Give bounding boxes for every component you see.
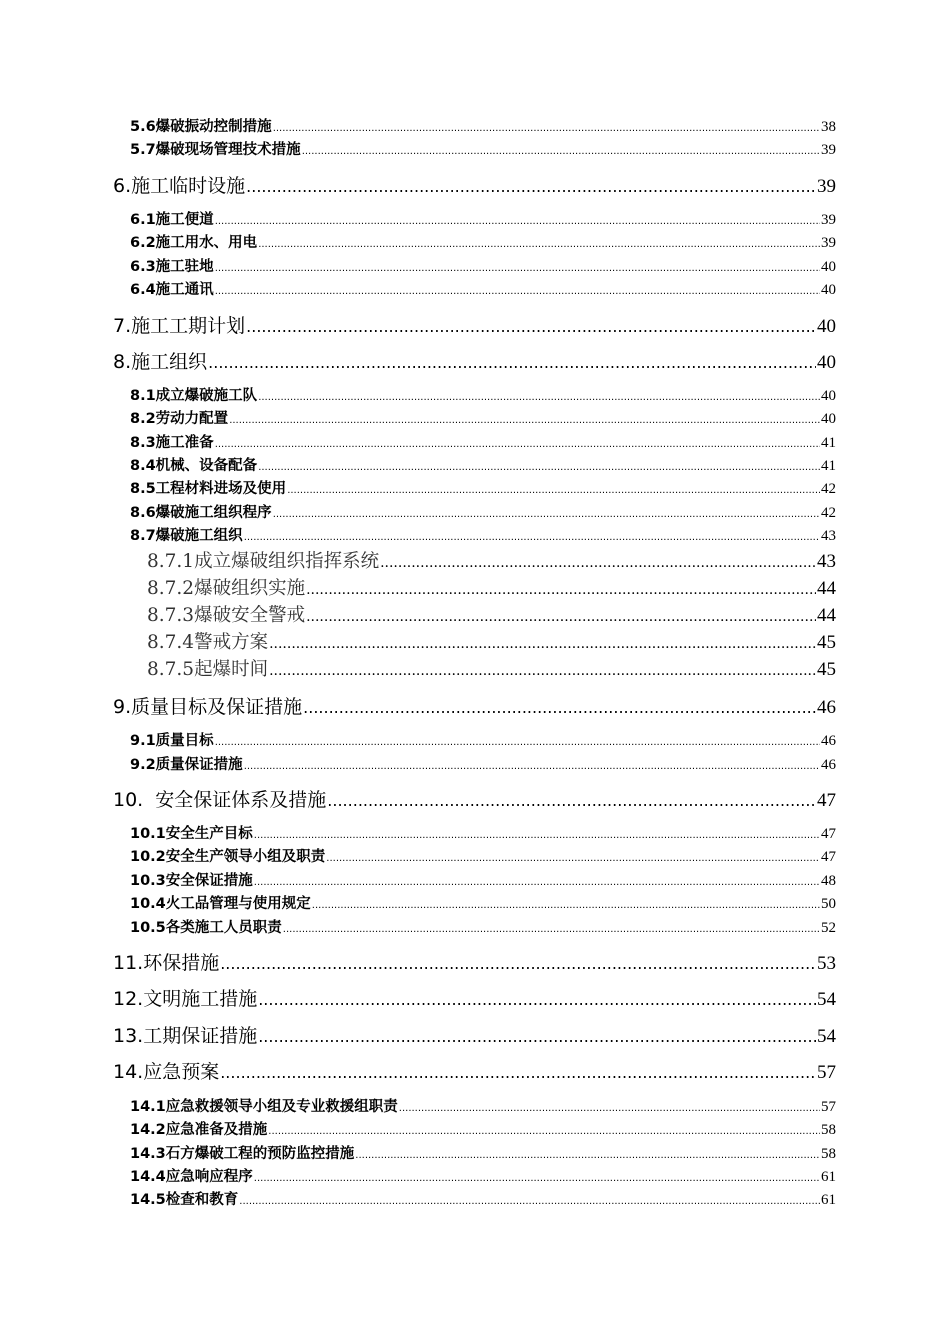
dot-leader xyxy=(269,633,816,655)
toc-entry[interactable] xyxy=(130,387,836,405)
dot-leader xyxy=(283,921,820,939)
toc-entry[interactable] xyxy=(130,234,836,252)
dot-leader xyxy=(220,952,816,976)
dot-leader xyxy=(246,315,816,339)
toc-entry-page: 45 xyxy=(817,632,836,653)
toc-entry[interactable] xyxy=(130,1098,836,1116)
toc-entry-title: 12.文明施工措施 xyxy=(113,988,258,1010)
toc-entry-page: 43 xyxy=(821,528,836,544)
dot-leader xyxy=(303,696,816,720)
toc-entry-title: 6.施工临时设施 xyxy=(113,175,246,197)
toc-entry-title: 8.7.5起爆时间 xyxy=(147,659,269,680)
toc-entry[interactable] xyxy=(130,848,836,866)
dot-leader xyxy=(220,1061,816,1085)
toc-entry-page: 43 xyxy=(817,551,836,572)
dot-leader xyxy=(244,758,820,776)
toc-entry[interactable] xyxy=(147,605,836,627)
toc-entry-title: 14.5检查和教育 xyxy=(130,1192,239,1208)
dot-leader xyxy=(312,897,820,915)
dot-leader xyxy=(287,482,820,500)
toc-entry[interactable] xyxy=(130,118,836,136)
toc-entry-page: 57 xyxy=(817,1062,836,1083)
toc-entry-page: 39 xyxy=(821,212,836,228)
toc-entry-title: 9.1质量目标 xyxy=(130,733,214,749)
toc-entry-page: 47 xyxy=(817,790,836,811)
toc-entry-title: 8.7.1成立爆破组织指挥系统 xyxy=(147,551,380,572)
toc-entry[interactable] xyxy=(113,695,836,719)
toc-entry[interactable] xyxy=(113,174,836,198)
toc-entry[interactable] xyxy=(113,987,836,1011)
toc-entry-title: 14.应急预案 xyxy=(113,1061,220,1083)
toc-entry-page: 46 xyxy=(821,757,836,773)
toc-entry[interactable] xyxy=(130,919,836,937)
toc-entry[interactable] xyxy=(130,410,836,428)
toc-entry[interactable] xyxy=(130,211,836,229)
toc-entry[interactable] xyxy=(147,659,836,681)
dot-leader xyxy=(355,1147,820,1165)
toc-entry[interactable] xyxy=(147,551,836,573)
dot-leader xyxy=(258,236,820,254)
toc-entry[interactable] xyxy=(113,314,836,338)
toc-entry-title: 9.2质量保证措施 xyxy=(130,757,243,773)
toc-entry-title: 6.1施工便道 xyxy=(130,212,214,228)
toc-entry[interactable] xyxy=(130,1145,836,1163)
toc-entry-title: 14.4应急响应程序 xyxy=(130,1169,253,1185)
toc-entry-title: 5.7爆破现场管理技术措施 xyxy=(130,142,301,158)
toc-entry[interactable] xyxy=(130,732,836,750)
toc-entry-page: 40 xyxy=(817,316,836,337)
toc-entry-title: 10.1安全生产目标 xyxy=(130,826,253,842)
dot-leader xyxy=(326,850,820,868)
dot-leader xyxy=(302,143,820,161)
toc-entry-page: 42 xyxy=(821,505,836,521)
dot-leader xyxy=(273,120,820,138)
toc-entry-title: 9.质量目标及保证措施 xyxy=(113,696,303,718)
toc-entry-page: 46 xyxy=(821,733,836,749)
toc-entry-page: 42 xyxy=(821,481,836,497)
toc-entry[interactable] xyxy=(130,872,836,890)
dot-leader xyxy=(208,351,816,375)
toc-entry-title: 8.2劳动力配置 xyxy=(130,411,229,427)
toc-entry-title: 8.6爆破施工组织程序 xyxy=(130,505,272,521)
toc-entry[interactable] xyxy=(130,141,836,159)
toc-entry[interactable] xyxy=(113,1024,836,1048)
toc-entry[interactable] xyxy=(130,434,836,452)
dot-leader xyxy=(254,874,820,892)
dot-leader xyxy=(239,1193,820,1211)
dot-leader xyxy=(258,389,820,407)
toc-entry-page: 39 xyxy=(821,235,836,251)
toc-entry-title: 10.2安全生产领导小组及职责 xyxy=(130,849,326,865)
dot-leader xyxy=(215,260,820,278)
toc-entry-page: 54 xyxy=(817,989,836,1010)
toc-entry-page: 38 xyxy=(821,119,836,135)
toc-entry-page: 40 xyxy=(821,259,836,275)
toc-entry[interactable] xyxy=(130,1121,836,1139)
toc-entry-title: 6.3施工驻地 xyxy=(130,259,214,275)
toc-entry-title: 10.4火工品管理与使用规定 xyxy=(130,896,311,912)
dot-leader xyxy=(380,552,816,574)
toc-entry[interactable] xyxy=(113,1060,836,1084)
toc-entry[interactable] xyxy=(130,480,836,498)
toc-entry-page: 61 xyxy=(821,1192,836,1208)
toc-entry-title: 11.环保措施 xyxy=(113,952,220,974)
toc-entry[interactable] xyxy=(147,578,836,600)
toc-entry-title: 8.7.3爆破安全警戒 xyxy=(147,605,306,626)
toc-entry-page: 40 xyxy=(817,352,836,373)
dot-leader xyxy=(246,175,816,199)
dot-leader xyxy=(254,1170,820,1188)
toc-entry[interactable] xyxy=(130,457,836,475)
toc-entry-page: 40 xyxy=(821,388,836,404)
toc-entry[interactable] xyxy=(130,527,836,545)
dot-leader xyxy=(269,660,816,682)
dot-leader xyxy=(215,734,820,752)
toc-entry-title: 10.5各类施工人员职责 xyxy=(130,920,282,936)
dot-leader xyxy=(229,412,820,430)
toc-entry-page: 58 xyxy=(821,1146,836,1162)
dot-leader xyxy=(244,529,820,547)
toc-entry-page: 41 xyxy=(821,458,836,474)
toc-entry-page: 44 xyxy=(817,578,836,599)
toc-entry[interactable] xyxy=(130,281,836,299)
toc-entry-title: 8.7.4警戒方案 xyxy=(147,632,269,653)
dot-leader xyxy=(215,283,820,301)
toc-entry-page: 61 xyxy=(821,1169,836,1185)
toc-entry-page: 50 xyxy=(821,896,836,912)
toc-entry[interactable] xyxy=(130,895,836,913)
toc-entry-title: 8.3施工准备 xyxy=(130,435,214,451)
toc-entry-title: 8.施工组织 xyxy=(113,351,208,373)
dot-leader xyxy=(215,436,820,454)
toc-entry-title: 13.工期保证措施 xyxy=(113,1025,258,1047)
toc-entry[interactable] xyxy=(130,825,836,843)
toc-entry-page: 44 xyxy=(817,605,836,626)
toc-entry-page: 45 xyxy=(817,659,836,680)
dot-leader xyxy=(306,606,816,628)
toc-entry-page: 41 xyxy=(821,435,836,451)
toc-entry-page: 52 xyxy=(821,920,836,936)
toc-entry[interactable] xyxy=(130,1191,836,1209)
toc-entry-page: 53 xyxy=(817,953,836,974)
toc-entry-title: 6.4施工通讯 xyxy=(130,282,214,298)
toc-entry[interactable] xyxy=(147,632,836,654)
toc-entry-page: 39 xyxy=(821,142,836,158)
toc-entry-title: 8.4机械、设备配备 xyxy=(130,458,258,474)
toc-entry-title: 14.1应急救援领导小组及专业救援组职责 xyxy=(130,1099,398,1115)
toc-entry-title: 10.3安全保证措施 xyxy=(130,873,253,889)
toc-entry-page: 47 xyxy=(821,826,836,842)
toc-entry-page: 39 xyxy=(817,176,836,197)
toc-entry-title: 8.5工程材料进场及使用 xyxy=(130,481,287,497)
toc-entry-page: 58 xyxy=(821,1122,836,1138)
toc-entry[interactable] xyxy=(113,951,836,975)
toc-entry-title: 7.施工工期计划 xyxy=(113,315,246,337)
toc-entry-page: 48 xyxy=(821,873,836,889)
toc-entry-title: 14.3石方爆破工程的预防监控措施 xyxy=(130,1146,355,1162)
toc-entry-title: 8.7爆破施工组织 xyxy=(130,528,243,544)
toc-entry-title: 8.1成立爆破施工队 xyxy=(130,388,258,404)
toc-entry[interactable] xyxy=(130,258,836,276)
dot-leader xyxy=(258,988,816,1012)
toc-entry-page: 40 xyxy=(821,411,836,427)
dot-leader xyxy=(215,213,820,231)
dot-leader xyxy=(306,579,816,601)
toc-entry-page: 54 xyxy=(817,1026,836,1047)
toc-entry-title: 10. 安全保证体系及措施 xyxy=(113,789,327,811)
toc-entry-title: 5.6爆破振动控制措施 xyxy=(130,119,272,135)
toc-entry[interactable] xyxy=(113,350,836,374)
dot-leader xyxy=(254,827,820,845)
toc-entry-page: 46 xyxy=(817,697,836,718)
toc-entry[interactable] xyxy=(113,788,836,812)
dot-leader xyxy=(268,1123,820,1141)
toc-entry[interactable] xyxy=(130,504,836,522)
toc-entry-page: 57 xyxy=(821,1099,836,1115)
dot-leader xyxy=(273,506,820,524)
dot-leader xyxy=(399,1100,820,1118)
toc-entry-title: 14.2应急准备及措施 xyxy=(130,1122,268,1138)
toc-entry-page: 40 xyxy=(821,282,836,298)
toc-entry[interactable] xyxy=(130,1168,836,1186)
toc-entry-title: 6.2施工用水、用电 xyxy=(130,235,258,251)
dot-leader xyxy=(327,789,816,813)
dot-leader xyxy=(258,1025,816,1049)
toc-entry-page: 47 xyxy=(821,849,836,865)
toc-entry-title: 8.7.2爆破组织实施 xyxy=(147,578,306,599)
dot-leader xyxy=(258,459,820,477)
toc-entry[interactable] xyxy=(130,756,836,774)
